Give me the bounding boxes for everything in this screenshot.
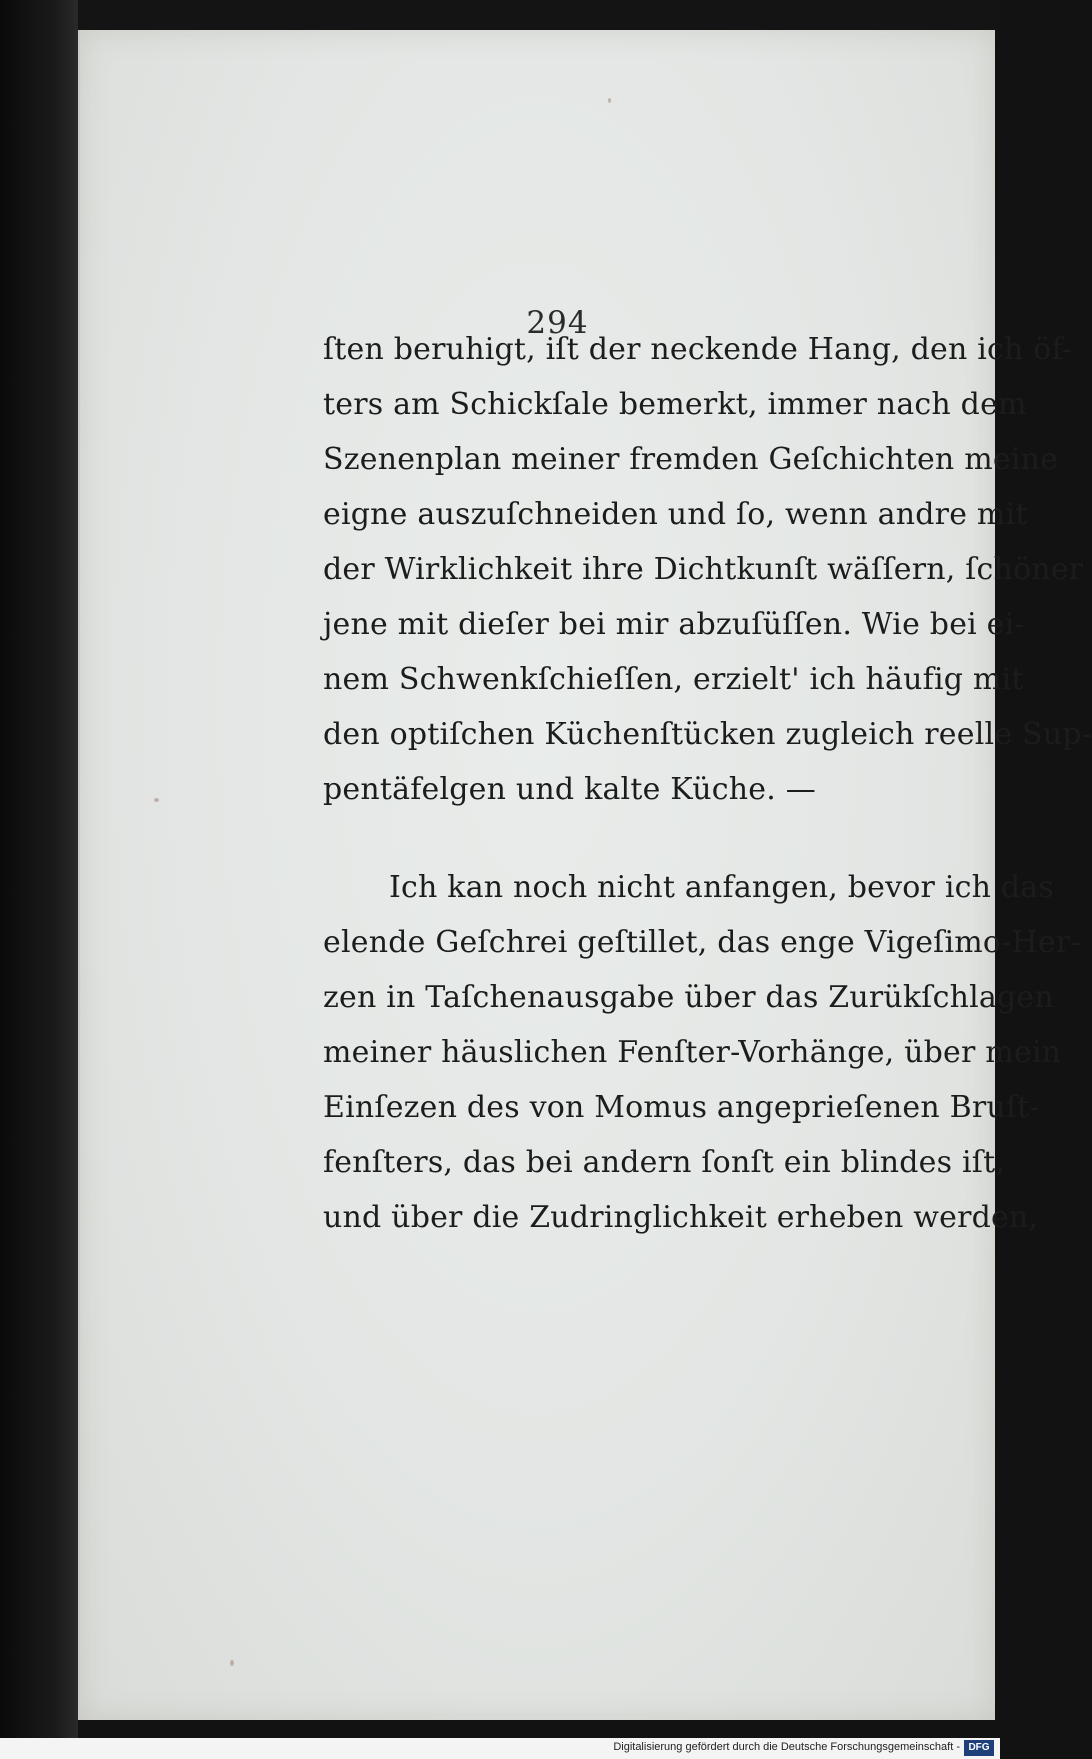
page-number: 294 [526, 305, 589, 341]
text-line: ſten beruhigt, iſt der neckende Hang, den ich öf- [323, 332, 1073, 367]
text-line: fenſters, das bei andern ſonſt ein blindes iſt, [323, 1145, 1006, 1180]
text-line: eigne auszuſchneiden und ſo, wenn andre mit [323, 497, 1028, 532]
scan-left-edge [0, 0, 78, 1759]
paper-speck [154, 798, 159, 802]
text-line: und über die Zudringlichkeit erheben werden, [323, 1200, 1039, 1235]
book-page [78, 30, 1092, 1720]
text-line: Einſezen des von Momus angeprieſenen Bruſt- [323, 1090, 1040, 1125]
text-line: der Wirklichkeit ihre Dichtkunſt wäſſern, ſchöner [323, 552, 1084, 587]
text-line: den optiſchen Küchenſtücken zugleich reelle Sup- [323, 717, 1092, 752]
text-line: Szenenplan meiner fremden Geſchichten meine [323, 442, 1059, 477]
text-line: meiner häuslichen Fenſter-Vorhänge, über mein [323, 1035, 1062, 1070]
text-line: nem Schwenkſchieſſen, erzielt' ich häufig mit [323, 662, 1024, 697]
funding-credit: Digitalisierung gefördert durch die Deutsche Forschungsgemeinschaft - [613, 1741, 960, 1753]
paper-speck [230, 1660, 234, 1666]
scan-top-edge [0, 0, 1000, 30]
text-line: jene mit dieſer bei mir abzuſüſſen. Wie bei ei- [323, 607, 1025, 642]
paper-speck [608, 98, 611, 103]
text-line: Ich kan noch nicht anfangen, bevor ich das [389, 870, 1054, 905]
text-line: elende Geſchrei geſtillet, das enge Vigeſimo-Her- [323, 925, 1081, 960]
text-line: zen in Taſchenausgabe über das Zurükſchlagen [323, 980, 1054, 1015]
dfg-logo-icon: DFG [964, 1740, 994, 1756]
text-line: pentäfelgen und kalte Küche. — [323, 772, 816, 807]
text-line: ters am Schickſale bemerkt, immer nach dem [323, 387, 1027, 422]
